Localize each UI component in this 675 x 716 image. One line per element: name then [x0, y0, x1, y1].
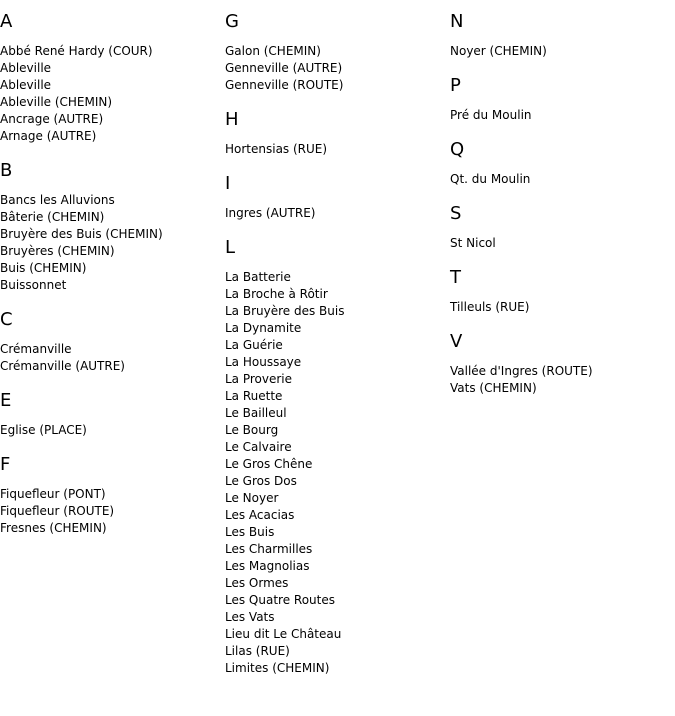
street-link[interactable]: Ableville [0, 61, 52, 75]
street-link[interactable]: Vats (CHEMIN) [450, 381, 537, 395]
letter-group [450, 138, 675, 188]
letter-group [450, 202, 675, 252]
street-list [450, 107, 675, 124]
letter-group [0, 308, 225, 375]
group-letter-heading: L [225, 237, 236, 258]
street-link[interactable]: Bruyère des Buis (CHEMIN) [0, 227, 163, 241]
street-link[interactable]: Les Quatre Routes [225, 593, 335, 607]
street-link[interactable]: Le Noyer [225, 491, 279, 505]
street-link[interactable]: Bâterie (CHEMIN) [0, 210, 105, 224]
street-link[interactable]: Fiquefleur (ROUTE) [0, 504, 115, 518]
street-link[interactable]: La Guérie [225, 338, 283, 352]
street-link[interactable]: Vallée d'Ingres (ROUTE) [450, 364, 593, 378]
letter-group [0, 453, 225, 537]
letter-group [450, 330, 675, 397]
letter-group [450, 266, 675, 316]
group-letter-heading: V [450, 331, 463, 352]
group-letter-heading: A [0, 11, 13, 32]
group-letter-heading: P [450, 75, 461, 96]
street-link[interactable]: Ancrage (AUTRE) [0, 112, 104, 126]
street-link[interactable]: Les Acacias [225, 508, 295, 522]
street-link[interactable]: Les Ormes [225, 576, 289, 590]
street-link[interactable]: Bruyères (CHEMIN) [0, 244, 115, 258]
street-link[interactable]: Le Bailleul [225, 406, 287, 420]
street-link[interactable]: Limites (CHEMIN) [225, 661, 330, 675]
street-link[interactable]: Crémanville [0, 342, 72, 356]
street-list [450, 43, 675, 60]
street-link[interactable]: La Ruette [225, 389, 283, 403]
street-link[interactable]: Genneville (ROUTE) [225, 78, 344, 92]
street-link[interactable]: Le Gros Dos [225, 474, 297, 488]
street-link[interactable]: St Nicol [450, 236, 496, 250]
street-link[interactable]: La Broche à Rôtir [225, 287, 328, 301]
street-link[interactable]: La Houssaye [225, 355, 302, 369]
street-link[interactable]: Fresnes (CHEMIN) [0, 521, 107, 535]
letter-group [225, 172, 450, 222]
street-link[interactable]: Fiquefleur (PONT) [0, 487, 106, 501]
column-1 [0, 10, 225, 551]
street-link[interactable]: Pré du Moulin [450, 108, 532, 122]
street-link[interactable]: Tilleuls (RUE) [450, 300, 530, 314]
group-letter-heading: S [450, 203, 462, 224]
group-letter-heading: N [450, 11, 464, 32]
street-link[interactable]: Genneville (AUTRE) [225, 61, 343, 75]
group-letter-heading: E [0, 390, 12, 411]
street-link[interactable]: Les Magnolias [225, 559, 310, 573]
street-link[interactable]: Les Charmilles [225, 542, 313, 556]
street-list [225, 205, 450, 222]
street-link[interactable]: Le Gros Chêne [225, 457, 313, 471]
street-list [225, 43, 450, 94]
street-link[interactable]: Le Calvaire [225, 440, 292, 454]
letter-group [0, 159, 225, 294]
letter-group [0, 389, 225, 439]
street-link[interactable]: Bancs les Alluvions [0, 193, 115, 207]
group-letter-heading: F [0, 454, 11, 475]
street-list [450, 363, 675, 397]
street-link[interactable]: Qt. du Moulin [450, 172, 531, 186]
street-list [0, 422, 225, 439]
street-link[interactable]: La Dynamite [225, 321, 302, 335]
street-link[interactable]: Noyer (CHEMIN) [450, 44, 547, 58]
street-link[interactable]: La Proverie [225, 372, 293, 386]
group-letter-heading: T [450, 267, 461, 288]
street-link[interactable]: Crémanville (AUTRE) [0, 359, 125, 373]
street-list [0, 43, 225, 145]
street-link[interactable]: Ingres (AUTRE) [225, 206, 316, 220]
group-letter-heading: C [0, 309, 13, 330]
group-letter-heading: Q [450, 139, 465, 160]
street-link[interactable]: Eglise (PLACE) [0, 423, 87, 437]
street-link[interactable]: Buis (CHEMIN) [0, 261, 87, 275]
group-letter-heading: H [225, 109, 239, 130]
street-link[interactable]: Lilas (RUE) [225, 644, 290, 658]
street-list [450, 171, 675, 188]
letter-group [225, 108, 450, 158]
letter-group [450, 10, 675, 60]
street-link[interactable]: Ableville [0, 78, 52, 92]
street-link[interactable]: La Bruyère des Buis [225, 304, 345, 318]
street-link[interactable]: Galon (CHEMIN) [225, 44, 321, 58]
street-list [450, 299, 675, 316]
street-link[interactable]: Lieu dit Le Château [225, 627, 342, 641]
street-list [225, 269, 450, 677]
street-link[interactable]: La Batterie [225, 270, 291, 284]
group-letter-heading: B [0, 160, 13, 181]
street-link[interactable]: Les Vats [225, 610, 275, 624]
street-link[interactable]: Les Buis [225, 525, 275, 539]
street-list [450, 235, 675, 252]
street-link[interactable]: Ableville (CHEMIN) [0, 95, 113, 109]
street-list [225, 141, 450, 158]
street-list [0, 486, 225, 537]
street-list [0, 341, 225, 375]
letter-group [225, 10, 450, 94]
column-3 [450, 10, 675, 411]
street-link[interactable]: Arnage (AUTRE) [0, 129, 97, 143]
letter-group [450, 74, 675, 124]
street-list [0, 192, 225, 294]
group-letter-heading: I [225, 173, 231, 194]
street-link[interactable]: Le Bourg [225, 423, 279, 437]
group-letter-heading: G [225, 11, 239, 32]
street-link[interactable]: Abbé René Hardy (COUR) [0, 44, 153, 58]
street-link[interactable]: Buissonnet [0, 278, 67, 292]
letter-group [0, 10, 225, 145]
street-link[interactable]: Hortensias (RUE) [225, 142, 328, 156]
letter-group [225, 236, 450, 677]
column-2 [225, 10, 450, 691]
